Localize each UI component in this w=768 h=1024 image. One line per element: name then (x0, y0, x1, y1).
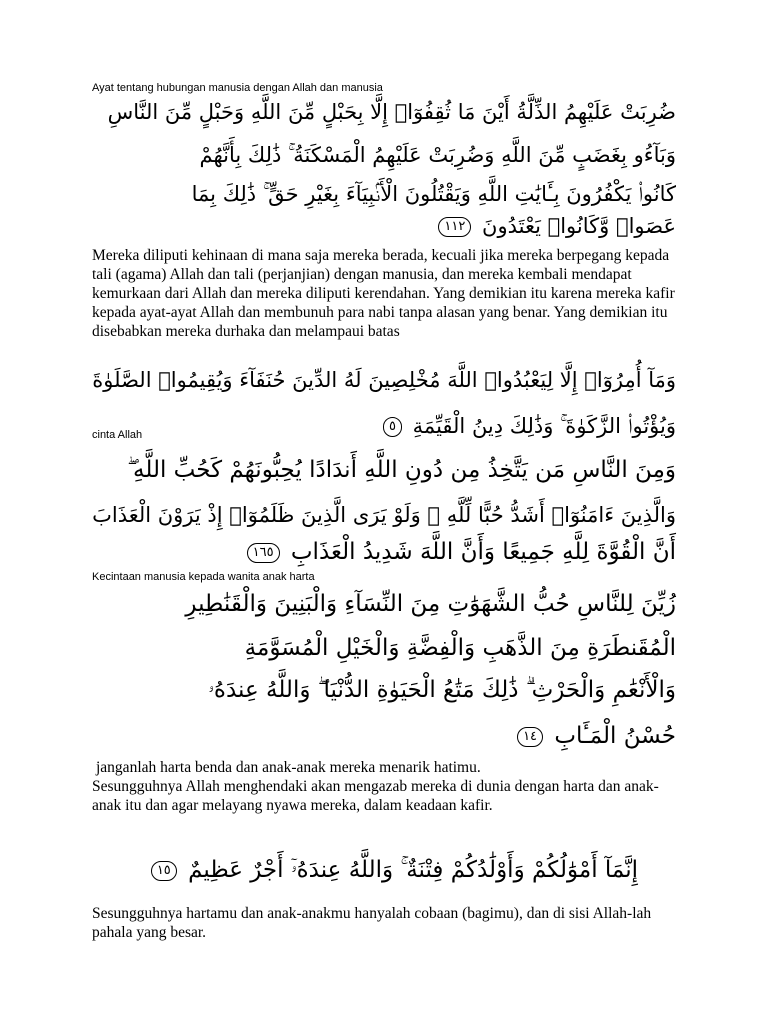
ayah-number-112: ١١٢ (438, 217, 471, 237)
verse-14-line-3: وَالْأَنْعَٰمِ وَالْحَرْثِ ۗ ذَٰلِكَ مَتَٰعُ الْحَيَوٰةِ الدُّنْيَا ۖ وَاللَّهُ عِندَهُۥ (208, 677, 676, 703)
verse-5-line-2 (379, 406, 676, 446)
section-label-relations: Ayat tentang hubungan manusia dengan Allah dan manusia (92, 82, 383, 94)
section-label-desires: Kecintaan manusia kepada wanita anak harta (92, 571, 315, 583)
verse-112-line-2: وَبَآءُو بِغَضَبٍ مِّنَ اللَّهِ وَضُرِبَتْ عَلَيْهِمُ الْمَسْكَنَةُ ۚ ذَٰلِكَ بِأَنَّهُمْ (199, 143, 676, 167)
verse-15-text: إِنَّمَآ أَمْوَٰلُكُمْ وَأَوْلَٰدُكُمْ فِتْنَةٌ ۚ وَاللَّهُ عِندَهُۥٓ أَجْرٌ عَظِيمٌ (188, 857, 638, 883)
verse-14-line-1: زُيِّنَ لِلنَّاسِ حُبُّ الشَّهَوَٰتِ مِنَ النِّسَآءِ وَالْبَنِينَ وَالْقَنَٰطِيرِ (185, 591, 676, 617)
section-label-love-allah: cinta Allah (92, 429, 143, 441)
ayah-number-15: ١٥ (151, 861, 177, 881)
translation-line-1: janganlah harta benda dan anak-anak mereka menarik hatimu. (96, 759, 481, 776)
verse-14-text: حُسْنُ الْمَـَٔابِ (554, 723, 676, 749)
translation-verse-15: Sesungguhnya hartamu dan anak-anakmu hanyalah cobaan (bagimu), dan di sisi Allah-lah pahala yang besar. (92, 905, 652, 941)
ayah-number-5: ٥ (383, 417, 402, 437)
verse-112-line-3: كَانُوا۟ يَكْفُرُونَ بِـَٔايَٰتِ اللَّهِ وَيَقْتُلُونَ الْأَنۢبِيَآءَ بِغَيْرِ حَقٍّ ۚ ذَٰلِكَ بِمَا (191, 182, 676, 206)
translation-verse-112: Mereka diliputi kehinaan di mana saja mereka berada, kecuali jika mereka berpegang kepada tali (agama) Allah dan tali (perjanjian) dengan manusia, dan mereka kembali mendapat kemurkaan dari Allah dan mereka diliputi kerendahan. Yang demikian itu karena mereka kafir kepada ayat-ayat Allah dan membunuh para nabi tanpa alasan yang benar. Yang demikian itu disebabkan mereka durhaka dan melampaui batas (92, 247, 675, 340)
verse-112-text: عَصَوا۟ وَّكَانُوا۟ يَعْتَدُونَ (482, 214, 676, 238)
verse-165-line-2: وَالَّذِينَ ءَامَنُوٓا۟ أَشَدُّ حُبًّا لِّلَّهِ ۗ وَلَوْ يَرَى الَّذِينَ ظَلَمُوٓا۟ إِذْ يَرَوْنَ الْعَذَابَ (92, 503, 676, 527)
verse-14-line-2: الْمُقَنطَرَةِ مِنَ الذَّهَبِ وَالْفِضَّةِ وَالْخَيْلِ الْمُسَوَّمَةِ (244, 635, 676, 661)
verse-5-line-1: وَمَآ أُمِرُوٓا۟ إِلَّا لِيَعْبُدُوا۟ اللَّهَ مُخْلِصِينَ لَهُ الدِّينَ حُنَفَآءَ وَيُقِيمُوا۟ الصَّلَوٰةَ (92, 368, 676, 392)
verse-112-line-4 (434, 206, 676, 246)
ayah-number-14: ١٤ (517, 727, 543, 747)
translation-line-rest: Sesungguhnya Allah menghendaki akan mengazab mereka di dunia dengan harta dan anak-anak itu dan agar melayang nyawa mereka, dalam keadaan kafir. (92, 778, 659, 814)
verse-165-line-3 (243, 530, 676, 574)
verse-15-line (147, 848, 638, 892)
translation-wealth-children (92, 758, 682, 815)
verse-112-line-1: ضُرِبَتْ عَلَيْهِمُ الذِّلَّةُ أَيْنَ مَا ثُقِفُوٓا۟ إِلَّا بِحَبْلٍ مِّنَ اللَّهِ وَحَبْلٍ مِّنَ النَّاسِ (107, 100, 676, 124)
verse-165-line-1: وَمِنَ النَّاسِ مَن يَتَّخِذُ مِن دُونِ اللَّهِ أَندَادًا يُحِبُّونَهُمْ كَحُبِّ اللَّهِ ۖ (127, 457, 676, 483)
verse-14-line-4 (513, 714, 676, 758)
ayah-number-165: ١٦٥ (247, 543, 280, 563)
verse-5-text: وَيُؤْتُوا۟ الزَّكَوٰةَ ۚ وَذَٰلِكَ دِينُ الْقَيِّمَةِ (412, 414, 676, 438)
verse-165-text: أَنَّ الْقُوَّةَ لِلَّهِ جَمِيعًا وَأَنَّ اللَّهَ شَدِيدُ الْعَذَابِ (290, 539, 676, 565)
